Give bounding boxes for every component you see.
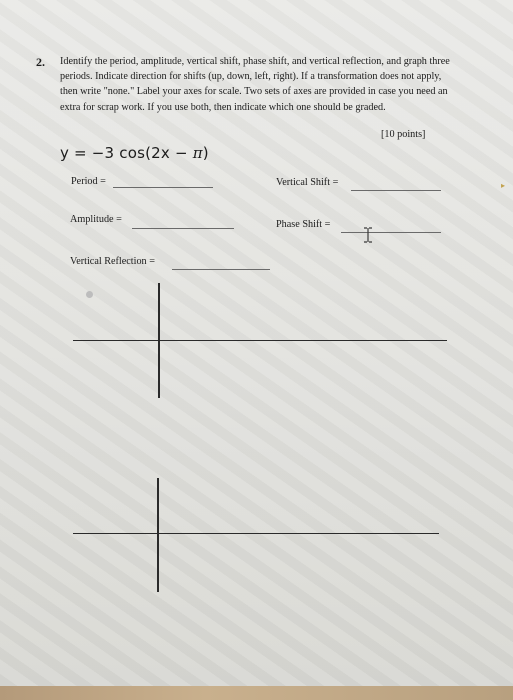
vertical-reflection-label: Vertical Reflection = xyxy=(70,256,155,267)
phase-shift-answer-blank[interactable] xyxy=(341,232,441,233)
edge-arrow-mark: ▸ xyxy=(501,181,506,190)
x-axis-2 xyxy=(73,533,439,534)
question-number: 2. xyxy=(36,55,45,69)
period-answer-blank[interactable] xyxy=(113,187,213,188)
vertical-shift-label: Vertical Shift = xyxy=(276,177,339,188)
amplitude-answer-blank[interactable] xyxy=(132,228,234,229)
equation xyxy=(60,144,209,162)
equation-left: y = −3 cos(2x − xyxy=(60,144,193,162)
question-instructions: Identify the period, amplitude, vertical shift, phase shift, and vertical reflection, and graph three periods. Indicate direction for shifts (up, down, left, right). If a transformation does not apply, then write "none." Label your axes for scale. Two sets of axes are provided in case you need an extra for scrap work. If you use both, then indicate which one should be graded. xyxy=(60,56,450,113)
vertical-reflection-answer-blank[interactable] xyxy=(172,269,270,270)
phase-shift-label: Phase Shift = xyxy=(276,219,331,230)
period-label: Period = xyxy=(71,176,106,187)
amplitude-label: Amplitude = xyxy=(70,214,122,225)
equation-right: ) xyxy=(202,144,209,162)
vertical-shift-answer-blank[interactable] xyxy=(351,190,441,191)
text-cursor-icon xyxy=(363,227,373,243)
y-axis-2 xyxy=(157,478,159,592)
x-axis-1 xyxy=(73,340,447,341)
points-label: [10 points] xyxy=(381,129,426,140)
desk-surface-strip xyxy=(0,686,513,700)
equation-pi: π xyxy=(192,144,203,162)
pencil-dot-mark xyxy=(86,291,93,298)
